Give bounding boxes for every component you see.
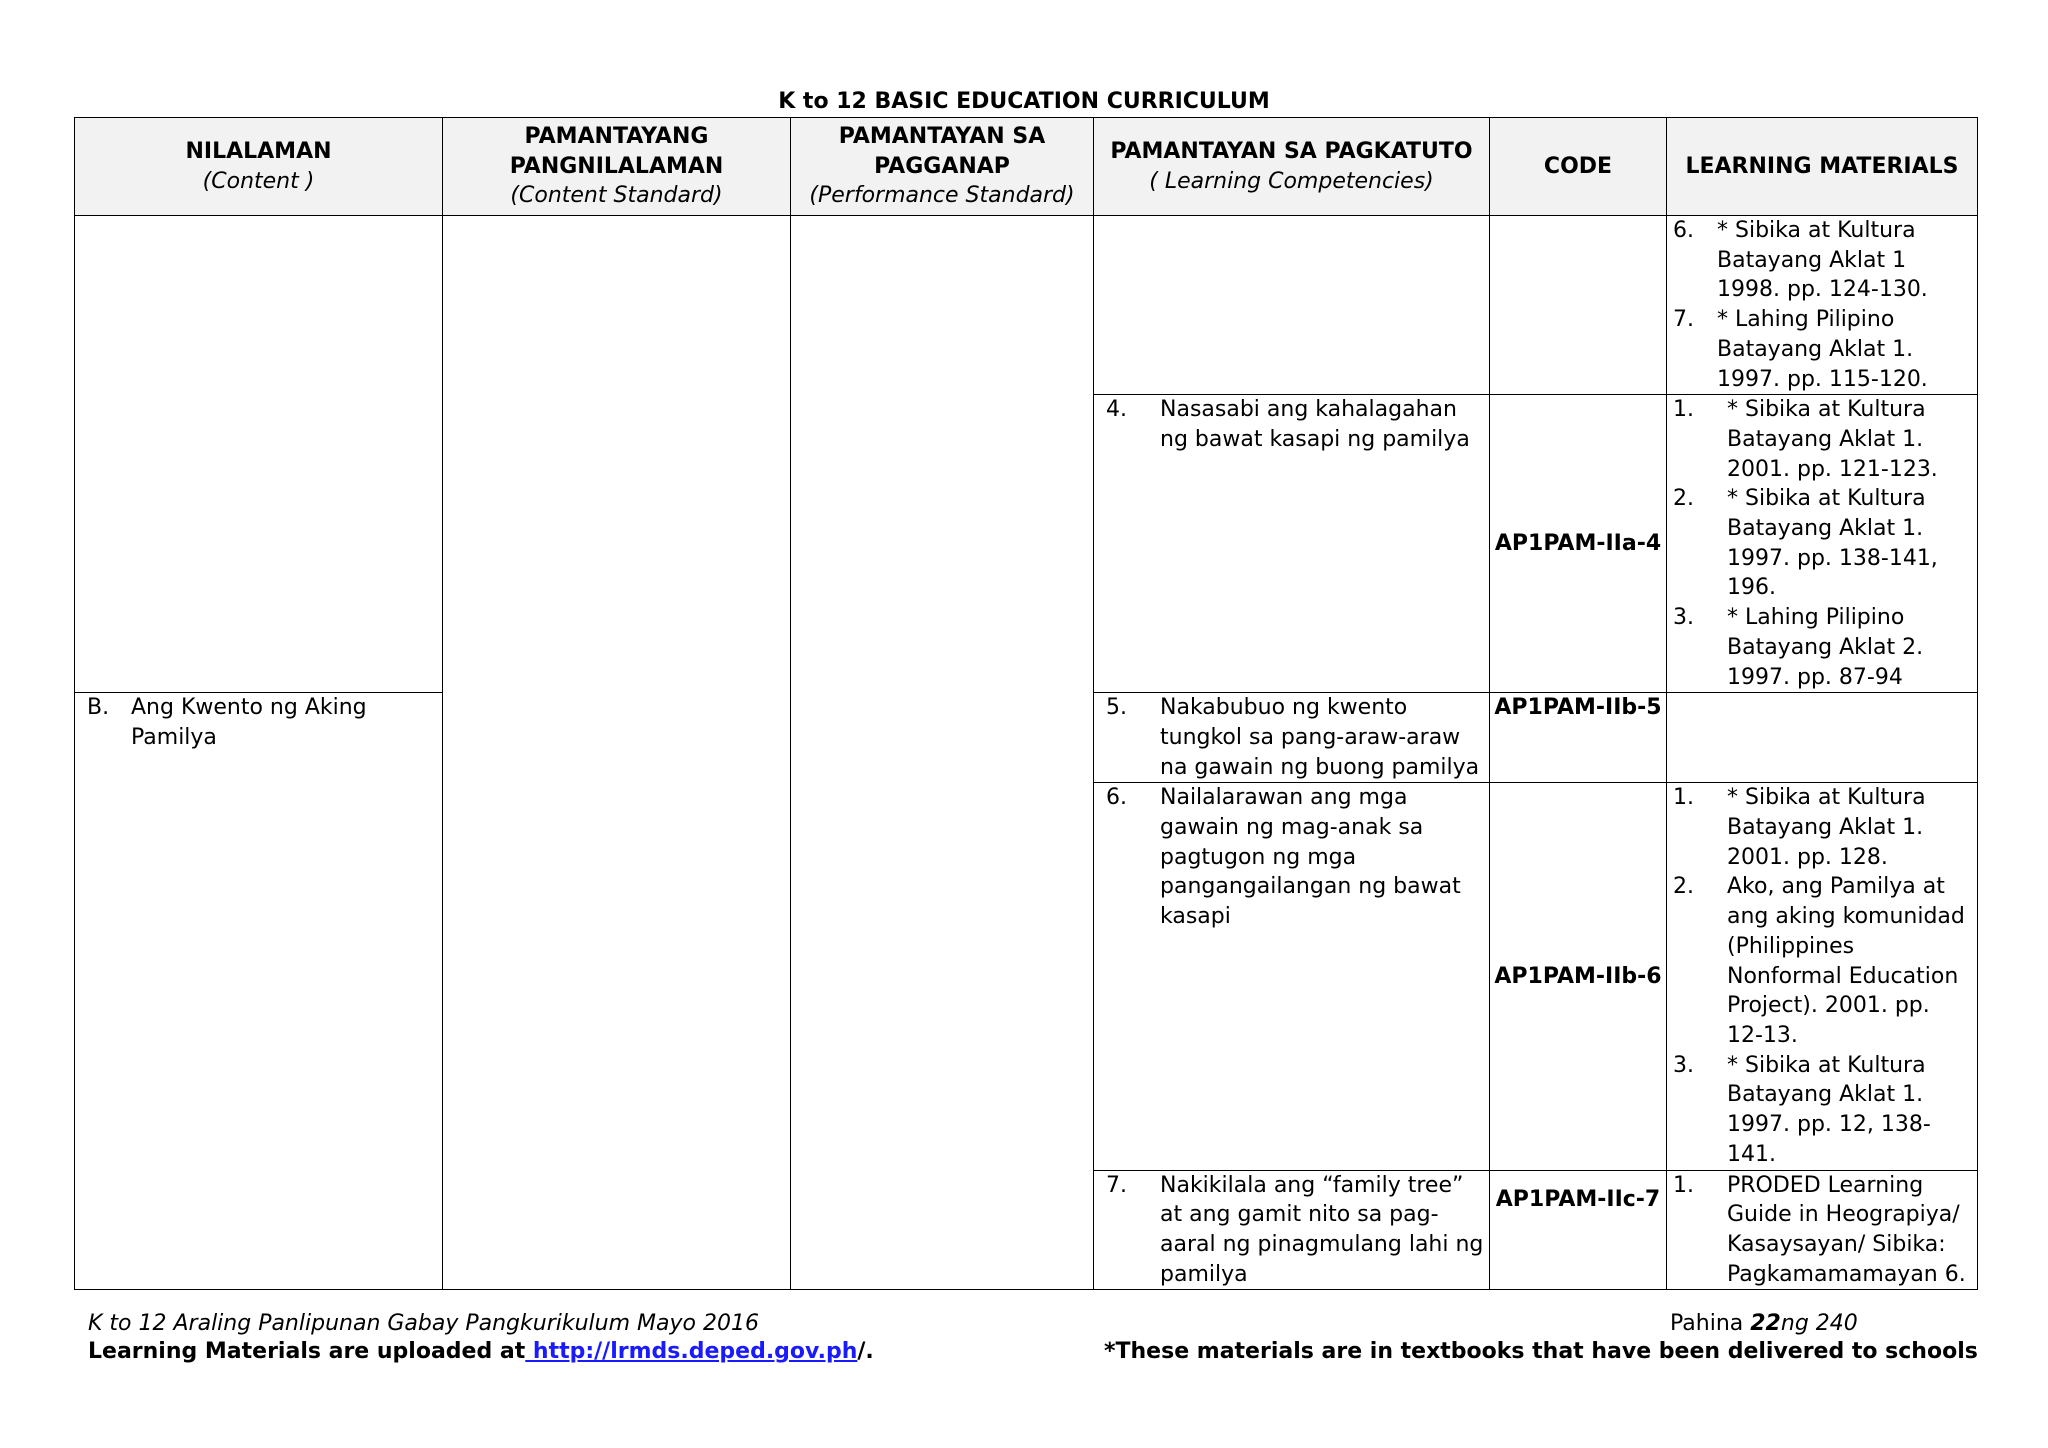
material-text: * Sibika at Kultura Batayang Aklat 1 1998. pp. 124-130.	[1717, 218, 1928, 303]
content-text: Ang Kwento ng Aking Pamilya	[131, 695, 367, 750]
list-item	[1667, 216, 1977, 305]
material-text: * Lahing Pilipino Batayang Aklat 2. 1997. pp. 87-94	[1727, 605, 1924, 690]
list-number: 7.	[1673, 307, 1694, 333]
competency-text: Nakabubuo ng kwento tungkol sa pang-araw-araw na gawain ng buong pamilya	[1160, 695, 1480, 780]
performance-standard-cell	[791, 216, 1094, 1290]
list-number: 6.	[1673, 218, 1694, 243]
material-text: * Sibika at Kultura Batayang Aklat 1. 2001. pp. 128.	[1727, 785, 1926, 870]
footer-textbook-note: *These materials are in textbooks that have been delivered to schools	[1104, 1339, 1978, 1364]
curriculum-table	[74, 117, 1978, 1290]
list-item	[1667, 305, 1977, 394]
material-text: Ako, ang Pamilya at ang aking komunidad (Philippines Nonformal Education Project). 2001. pp. 12-13.	[1727, 874, 1965, 1048]
header-learning-materials-title: LEARNING MATERIALS	[1685, 153, 1959, 179]
list-item	[1094, 395, 1489, 454]
code-cell: AP1PAM-IIc-7	[1490, 1170, 1667, 1290]
list-item	[1667, 484, 1977, 603]
list-number: 4.	[1106, 397, 1127, 423]
header-performance-standard-title: PAMANTAYAN SA PAGGANAP	[838, 123, 1046, 179]
footer-upload-suffix: /.	[857, 1339, 874, 1364]
footer-upload-note	[88, 1338, 874, 1366]
header-performance-standard	[791, 118, 1094, 216]
page-total: ng 240	[1780, 1311, 1858, 1336]
materials-cell	[1667, 395, 1978, 693]
page-current: 22	[1750, 1311, 1781, 1336]
list-number: 1.	[1673, 785, 1694, 811]
header-content-title: NILALAMAN	[185, 138, 332, 164]
materials-cell-empty	[1667, 693, 1978, 783]
header-learning-competencies-title: PAMANTAYAN SA PAGKATUTO	[1110, 138, 1473, 164]
material-text: PRODED Learning Guide in Heograpiya/ Kasaysayan/ Sibika: Pagkamamamayan 6.	[1727, 1172, 1966, 1287]
code-cell-empty	[1490, 216, 1667, 395]
footer-upload-text: Learning Materials are uploaded at	[88, 1339, 526, 1364]
competency-cell	[1094, 693, 1490, 783]
list-number: 7.	[1106, 1172, 1127, 1198]
competency-text: Nasasabi ang kahalagahan ng bawat kasapi ng pamilya	[1160, 397, 1470, 452]
materials-list	[1667, 1171, 1977, 1290]
material-text: * Sibika at Kultura Batayang Aklat 1. 1997. pp. 138-141, 196.	[1727, 486, 1938, 601]
list-item	[1094, 693, 1489, 782]
competency-cell	[1094, 783, 1490, 1170]
competency-text: Nakikilala ang “family tree” at ang gamit nito sa pag-aaral ng pinagmulang lahi ng pamilya	[1160, 1172, 1484, 1287]
content-letter: B.	[87, 695, 110, 721]
header-content-subtitle: (Content )	[202, 168, 315, 194]
list-item	[1667, 1051, 1977, 1170]
list-item	[1094, 783, 1489, 932]
page-label: Pahina	[1670, 1311, 1744, 1336]
list-number: 1.	[1673, 397, 1694, 423]
header-learning-competencies-subtitle: ( Learning Competencies)	[1149, 168, 1434, 194]
document-title: K to 12 BASIC EDUCATION CURRICULUM	[778, 89, 1270, 114]
competency-list	[1094, 395, 1489, 454]
materials-cell	[1667, 216, 1978, 395]
code-cell: AP1PAM-IIa-4	[1490, 395, 1667, 693]
content-standard-cell	[443, 216, 791, 1290]
list-number: 3.	[1673, 1052, 1694, 1078]
content-item	[75, 693, 442, 752]
header-code-title: CODE	[1543, 153, 1613, 179]
material-text: * Sibika at Kultura Batayang Aklat 1. 1997. pp. 12, 138-141.	[1727, 1052, 1931, 1167]
list-number: 1.	[1673, 1172, 1694, 1198]
competency-list	[1094, 783, 1489, 932]
materials-cell	[1667, 783, 1978, 1170]
list-item	[1667, 395, 1977, 484]
competency-cell	[1094, 1170, 1490, 1290]
competency-list	[1094, 1171, 1489, 1290]
materials-list	[1667, 783, 1977, 1169]
content-cell	[75, 693, 443, 1290]
material-text: * Lahing Pilipino Batayang Aklat 1. 1997. pp. 115-120.	[1717, 307, 1928, 392]
materials-cell	[1667, 1170, 1978, 1290]
list-number: 2.	[1673, 874, 1694, 900]
table-header-row	[75, 118, 1978, 216]
footer-page-number	[1670, 1310, 1858, 1338]
competency-text: Nailalarawan ang mga gawain ng mag-anak sa pagtugon ng mga pangangailangan ng bawat kasapi	[1160, 785, 1461, 930]
footer-guide-title: K to 12 Araling Panlipunan Gabay Pangkurikulum Mayo 2016	[88, 1311, 759, 1336]
list-number: 5.	[1106, 695, 1127, 721]
table-row	[75, 216, 1978, 395]
list-item	[1094, 1171, 1489, 1290]
list-item	[1667, 872, 1977, 1050]
list-number: 3.	[1673, 605, 1694, 631]
header-content-standard-title: PAMANTAYANG PANGNILALAMAN	[509, 123, 724, 179]
competency-list	[1094, 693, 1489, 782]
code-cell: AP1PAM-IIb-6	[1490, 783, 1667, 1170]
material-text: * Sibika at Kultura Batayang Aklat 1. 2001. pp. 121-123.	[1727, 397, 1938, 482]
list-number: 6.	[1106, 785, 1127, 811]
header-code	[1490, 118, 1667, 216]
lrmds-link[interactable]: http://lrmds.deped.gov.ph	[525, 1339, 858, 1364]
competency-cell	[1094, 395, 1490, 693]
code-cell: AP1PAM-IIb-5	[1490, 693, 1667, 783]
header-content-standard	[443, 118, 791, 216]
competency-cell-empty	[1094, 216, 1490, 395]
header-performance-standard-subtitle: (Performance Standard)	[809, 183, 1075, 209]
list-item	[1667, 603, 1977, 692]
materials-list	[1667, 216, 1977, 394]
materials-list	[1667, 395, 1977, 692]
header-learning-competencies	[1094, 118, 1490, 216]
header-content	[75, 118, 443, 216]
list-item	[1667, 1171, 1977, 1290]
header-content-standard-subtitle: (Content Standard)	[510, 183, 723, 209]
list-number: 2.	[1673, 486, 1694, 512]
list-item	[1667, 783, 1977, 872]
header-learning-materials	[1667, 118, 1978, 216]
content-cell-empty	[75, 216, 443, 693]
